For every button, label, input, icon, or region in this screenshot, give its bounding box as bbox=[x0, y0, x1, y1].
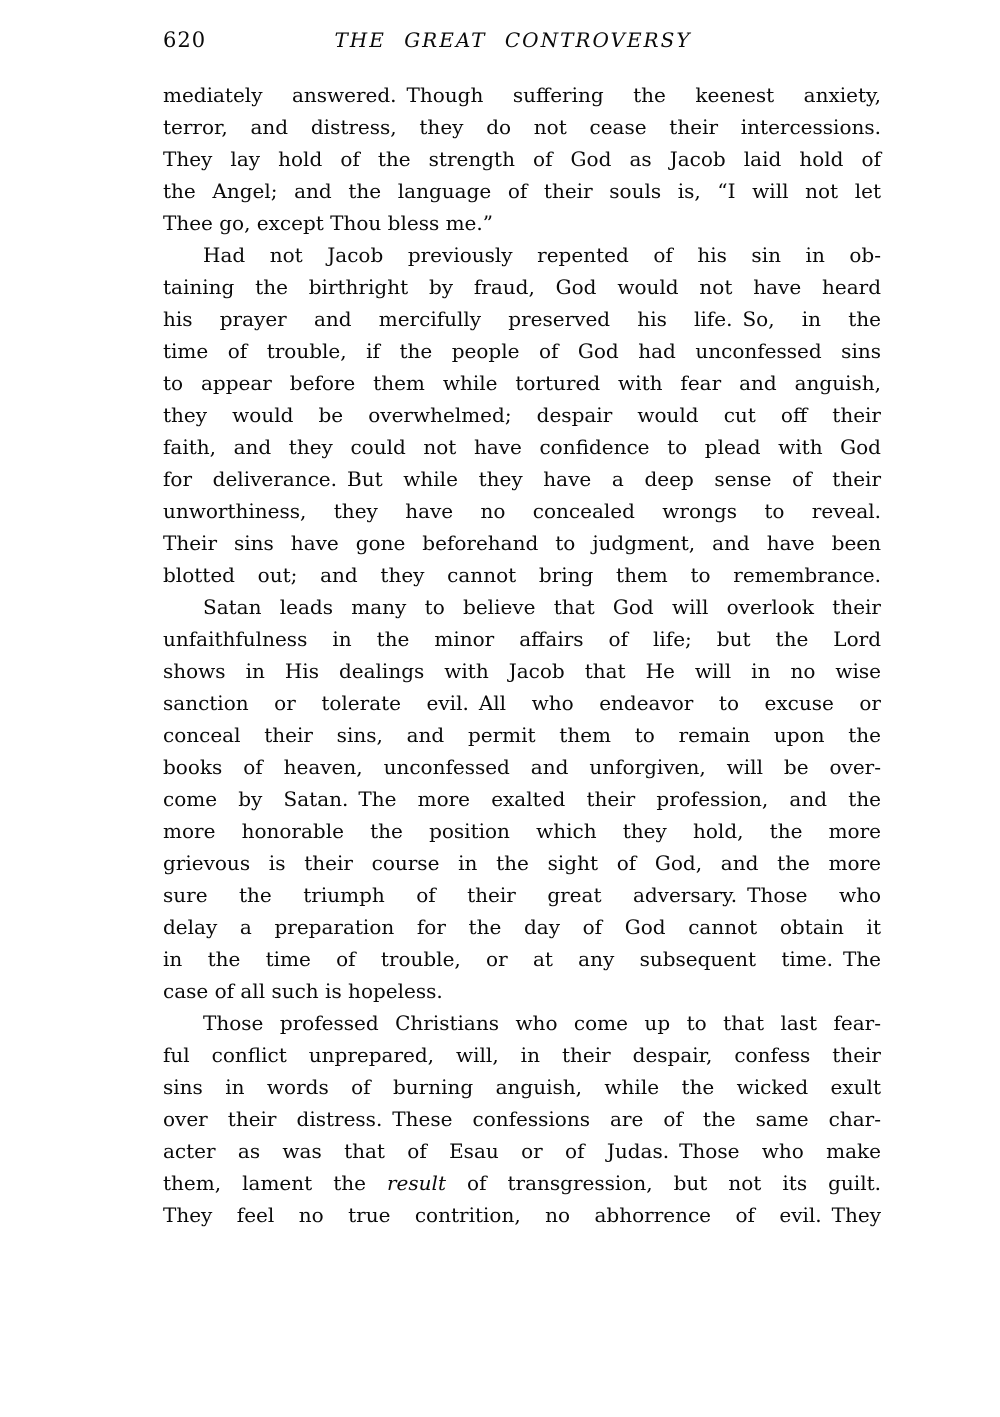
text-line: come by Satan. The more exalted their profession, and the bbox=[163, 787, 881, 811]
text-line: They lay hold of the strength of God as Jacob laid hold of bbox=[163, 147, 881, 171]
text-line: in the time of trouble, or at any subsequent time. The bbox=[163, 947, 881, 971]
text-line: over their distress. These confessions are of the same char- bbox=[163, 1107, 881, 1131]
paragraph bbox=[163, 591, 881, 1007]
text-line: unworthiness, they have no concealed wrongs to reveal. bbox=[163, 499, 881, 523]
text-line: to appear before them while tortured with fear and anguish, bbox=[163, 371, 881, 395]
text-line: terror, and distress, they do not cease their intercessions. bbox=[163, 115, 881, 139]
text-line: sins in words of burning anguish, while the wicked exult bbox=[163, 1075, 881, 1099]
text-line: mediately answered. Though suffering the keenest anxiety, bbox=[163, 83, 881, 107]
page-body bbox=[163, 79, 881, 1231]
text-line: faith, and they could not have confidence to plead with God bbox=[163, 435, 881, 459]
text-line: sanction or tolerate evil. All who endeavor to excuse or bbox=[163, 691, 881, 715]
text-line: unfaithfulness in the minor affairs of life; but the Lord bbox=[163, 627, 881, 651]
text-line: his prayer and mercifully preserved his life. So, in the bbox=[163, 307, 881, 331]
text-line: Satan leads many to believe that God will overlook their bbox=[203, 595, 881, 619]
text-line: more honorable the position which they hold, the more bbox=[163, 819, 881, 843]
text-line: conceal their sins, and permit them to remain upon the bbox=[163, 723, 881, 747]
text-line: sure the triumph of their great adversary. Those who bbox=[163, 883, 881, 907]
text-line: shows in His dealings with Jacob that He will in no wise bbox=[163, 659, 881, 683]
text-line: books of heaven, unconfessed and unforgiven, will be over- bbox=[163, 755, 881, 779]
text-line: they would be overwhelmed; despair would cut off their bbox=[163, 403, 881, 427]
text-line: blotted out; and they cannot bring them to remembrance. bbox=[163, 563, 881, 587]
paragraph bbox=[163, 1007, 881, 1231]
text-line: case of all such is hopeless. bbox=[163, 979, 443, 1003]
text-line: Thee go, except Thou bless me.” bbox=[163, 211, 493, 235]
page-header bbox=[163, 28, 881, 56]
text-line: taining the birthright by fraud, God would not have heard bbox=[163, 275, 881, 299]
text-line: Had not Jacob previously repented of his sin in ob- bbox=[203, 243, 881, 267]
text-line: Those professed Christians who come up to that last fear- bbox=[203, 1011, 881, 1035]
text-line: They feel no true contrition, no abhorrence of evil. They bbox=[163, 1203, 881, 1227]
text-line: Their sins have gone beforehand to judgment, and have been bbox=[163, 531, 881, 555]
text-line: delay a preparation for the day of God cannot obtain it bbox=[163, 915, 881, 939]
paragraph bbox=[163, 79, 881, 239]
text-line: grievous is their course in the sight of God, and the more bbox=[163, 851, 881, 875]
text-line: for deliverance. But while they have a deep sense of their bbox=[163, 467, 881, 491]
page-number: 620 bbox=[163, 28, 207, 52]
paragraph bbox=[163, 239, 881, 591]
text-line: the Angel; and the language of their souls is, “I will not let bbox=[163, 179, 881, 203]
text-line: acter as was that of Esau or of Judas. Those who make bbox=[163, 1139, 881, 1163]
text-line: them, lament the result of transgression, but not its guilt. bbox=[163, 1171, 881, 1195]
text-line: time of trouble, if the people of God had unconfessed sins bbox=[163, 339, 881, 363]
text-line: ful conflict unprepared, will, in their despair, confess their bbox=[163, 1043, 881, 1067]
running-title: THE GREAT CONTROVERSY bbox=[334, 28, 692, 52]
